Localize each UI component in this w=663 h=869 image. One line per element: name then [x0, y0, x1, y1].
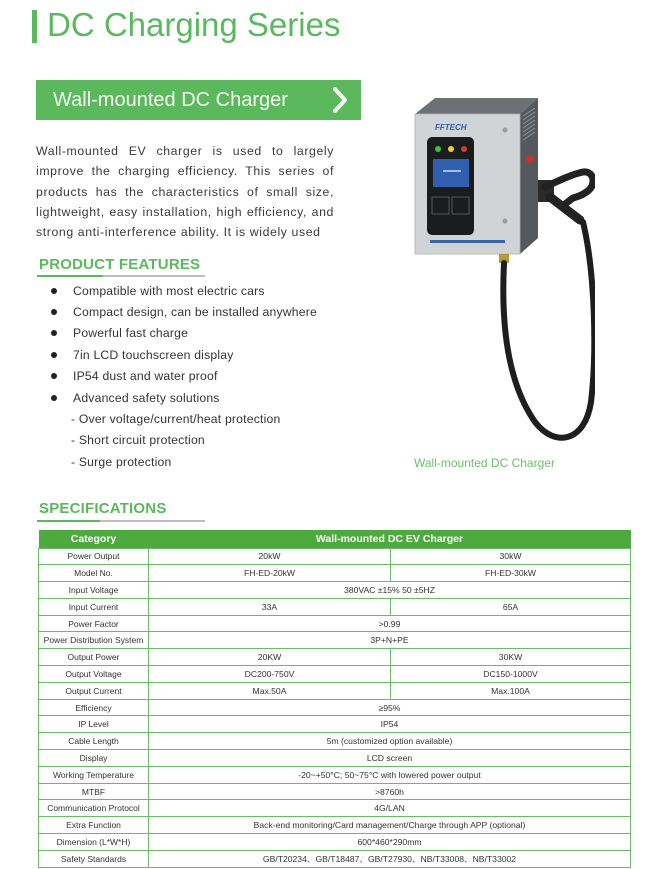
- table-row: [39, 733, 631, 750]
- feature-item: [48, 323, 317, 344]
- spec-category: Efficiency: [39, 699, 149, 716]
- spec-category: Model No.: [39, 565, 149, 582]
- spec-category: Communication Protocol: [39, 800, 149, 817]
- feature-label: IP54 dust and water proof: [73, 369, 218, 384]
- spec-category: Cable Length: [39, 733, 149, 750]
- spec-value: 600*460*290mm: [149, 834, 631, 851]
- spec-value: 5m (customized option available): [149, 733, 631, 750]
- chevron-right-icon: [326, 86, 352, 114]
- spec-category: MTBF: [39, 783, 149, 800]
- spec-category: Power Output: [39, 548, 149, 565]
- spec-value: 65A: [391, 598, 631, 615]
- feature-item: [48, 387, 317, 408]
- spec-value: 30kW: [391, 548, 631, 565]
- header-category: Category: [39, 530, 149, 548]
- charger-illustration: [395, 92, 595, 452]
- spec-category: Extra Function: [39, 817, 149, 834]
- feature-label: Compact design, can be installed anywhere: [73, 305, 317, 320]
- table-row: [39, 800, 631, 817]
- feature-item: [48, 451, 317, 472]
- spec-category: Output Power: [39, 649, 149, 666]
- table-row: [39, 682, 631, 699]
- bullet-icon: [51, 395, 57, 401]
- table-row: [39, 649, 631, 666]
- spec-category: Power Factor: [39, 615, 149, 632]
- spec-category: Input Voltage: [39, 582, 149, 599]
- bullet-icon: [51, 288, 57, 294]
- spec-category: Output Voltage: [39, 666, 149, 683]
- page-title: DC Charging Series: [47, 6, 341, 43]
- header-product: Wall-mounted DC EV Charger: [149, 530, 631, 548]
- feature-item: [48, 430, 317, 451]
- feature-label: Advanced safety solutions: [73, 390, 220, 405]
- spec-value: 33A: [149, 598, 391, 615]
- spec-category: Safety Standards: [39, 850, 149, 867]
- product-caption: Wall-mounted DC Charger: [414, 456, 555, 470]
- spec-category: Power Distribution System: [39, 632, 149, 649]
- feature-label: Compatible with most electric cars: [73, 283, 265, 298]
- table-row: [39, 817, 631, 834]
- feature-label: - Short circuit protection: [71, 433, 205, 448]
- spec-value: Max.100A: [391, 682, 631, 699]
- specifications-underline: [37, 520, 205, 522]
- feature-label: Powerful fast charge: [73, 326, 189, 341]
- feature-item: [48, 280, 317, 301]
- specifications-heading: SPECIFICATIONS: [39, 500, 167, 517]
- spec-category: Dimension (L*W*H): [39, 834, 149, 851]
- spec-value: 20KW: [149, 649, 391, 666]
- bullet-icon: [51, 352, 57, 358]
- feature-label: - Over voltage/current/heat protection: [71, 412, 281, 427]
- table-row: [39, 766, 631, 783]
- feature-item: [48, 301, 317, 322]
- spec-value: >8760h: [149, 783, 631, 800]
- spec-value: 380VAC ±15% 50 ±5HZ: [149, 582, 631, 599]
- features-heading: PRODUCT FEATURES: [39, 256, 201, 273]
- bullet-icon: [51, 373, 57, 379]
- table-row: [39, 548, 631, 565]
- banner-label: Wall-mounted DC Charger: [53, 88, 288, 111]
- spec-value: 20kW: [149, 548, 391, 565]
- table-row: [39, 783, 631, 800]
- spec-category: Output Current: [39, 682, 149, 699]
- features-list: [48, 280, 317, 473]
- feature-item: [48, 344, 317, 365]
- feature-item: [48, 366, 317, 387]
- spec-category: Display: [39, 750, 149, 767]
- spec-value: -20~+50°C; 50~75°C with lowered power output: [149, 766, 631, 783]
- table-row: [39, 699, 631, 716]
- spec-value: >0.99: [149, 615, 631, 632]
- feature-label: - Surge protection: [71, 454, 172, 469]
- spec-value: DC200-750V: [149, 666, 391, 683]
- spec-value: 30KW: [391, 649, 631, 666]
- product-banner: [36, 80, 361, 120]
- svg-text:FFTECH: FFTECH: [435, 123, 467, 132]
- spec-value: 4G/LAN: [149, 800, 631, 817]
- bullet-icon: [51, 309, 57, 315]
- table-header-row: [39, 530, 631, 548]
- spec-category: IP Level: [39, 716, 149, 733]
- bullet-icon: [51, 330, 57, 336]
- spec-value: LCD screen: [149, 750, 631, 767]
- intro-paragraph: Wall-mounted EV charger is used to largely improve the charging efficiency. This series of products has the characteristics of small size, lightweight, easy installation, high efficiency, and strong anti-interference ability. It is widely used: [36, 144, 334, 240]
- table-row: [39, 615, 631, 632]
- table-row: [39, 598, 631, 615]
- table-row: [39, 750, 631, 767]
- table-row: [39, 834, 631, 851]
- spec-value: Max.50A: [149, 682, 391, 699]
- features-underline: [37, 275, 205, 277]
- spec-value: GB/T20234、GB/T18487、GB/T27930、NB/T33008、NB/T33002: [149, 850, 631, 867]
- spec-value: 3P+N+PE: [149, 632, 631, 649]
- feature-item: [48, 408, 317, 429]
- spec-value: FH-ED-20kW: [149, 565, 391, 582]
- table-row: [39, 565, 631, 582]
- product-image: [395, 92, 595, 452]
- spec-category: Input Current: [39, 598, 149, 615]
- spec-category: Working Temperature: [39, 766, 149, 783]
- table-row: [39, 632, 631, 649]
- feature-label: 7in LCD touchscreen display: [73, 347, 234, 362]
- table-row: [39, 716, 631, 733]
- spec-value: ≥95%: [149, 699, 631, 716]
- spec-value: Back-end monitoring/Card management/Charge through APP (optional): [149, 817, 631, 834]
- table-row: [39, 666, 631, 683]
- table-row: [39, 850, 631, 867]
- title-accent-bar: [32, 10, 37, 43]
- spec-value: IP54: [149, 716, 631, 733]
- specifications-table: [38, 530, 631, 868]
- spec-value: FH-ED-30kW: [391, 565, 631, 582]
- table-row: [39, 582, 631, 599]
- spec-value: DC150-1000V: [391, 666, 631, 683]
